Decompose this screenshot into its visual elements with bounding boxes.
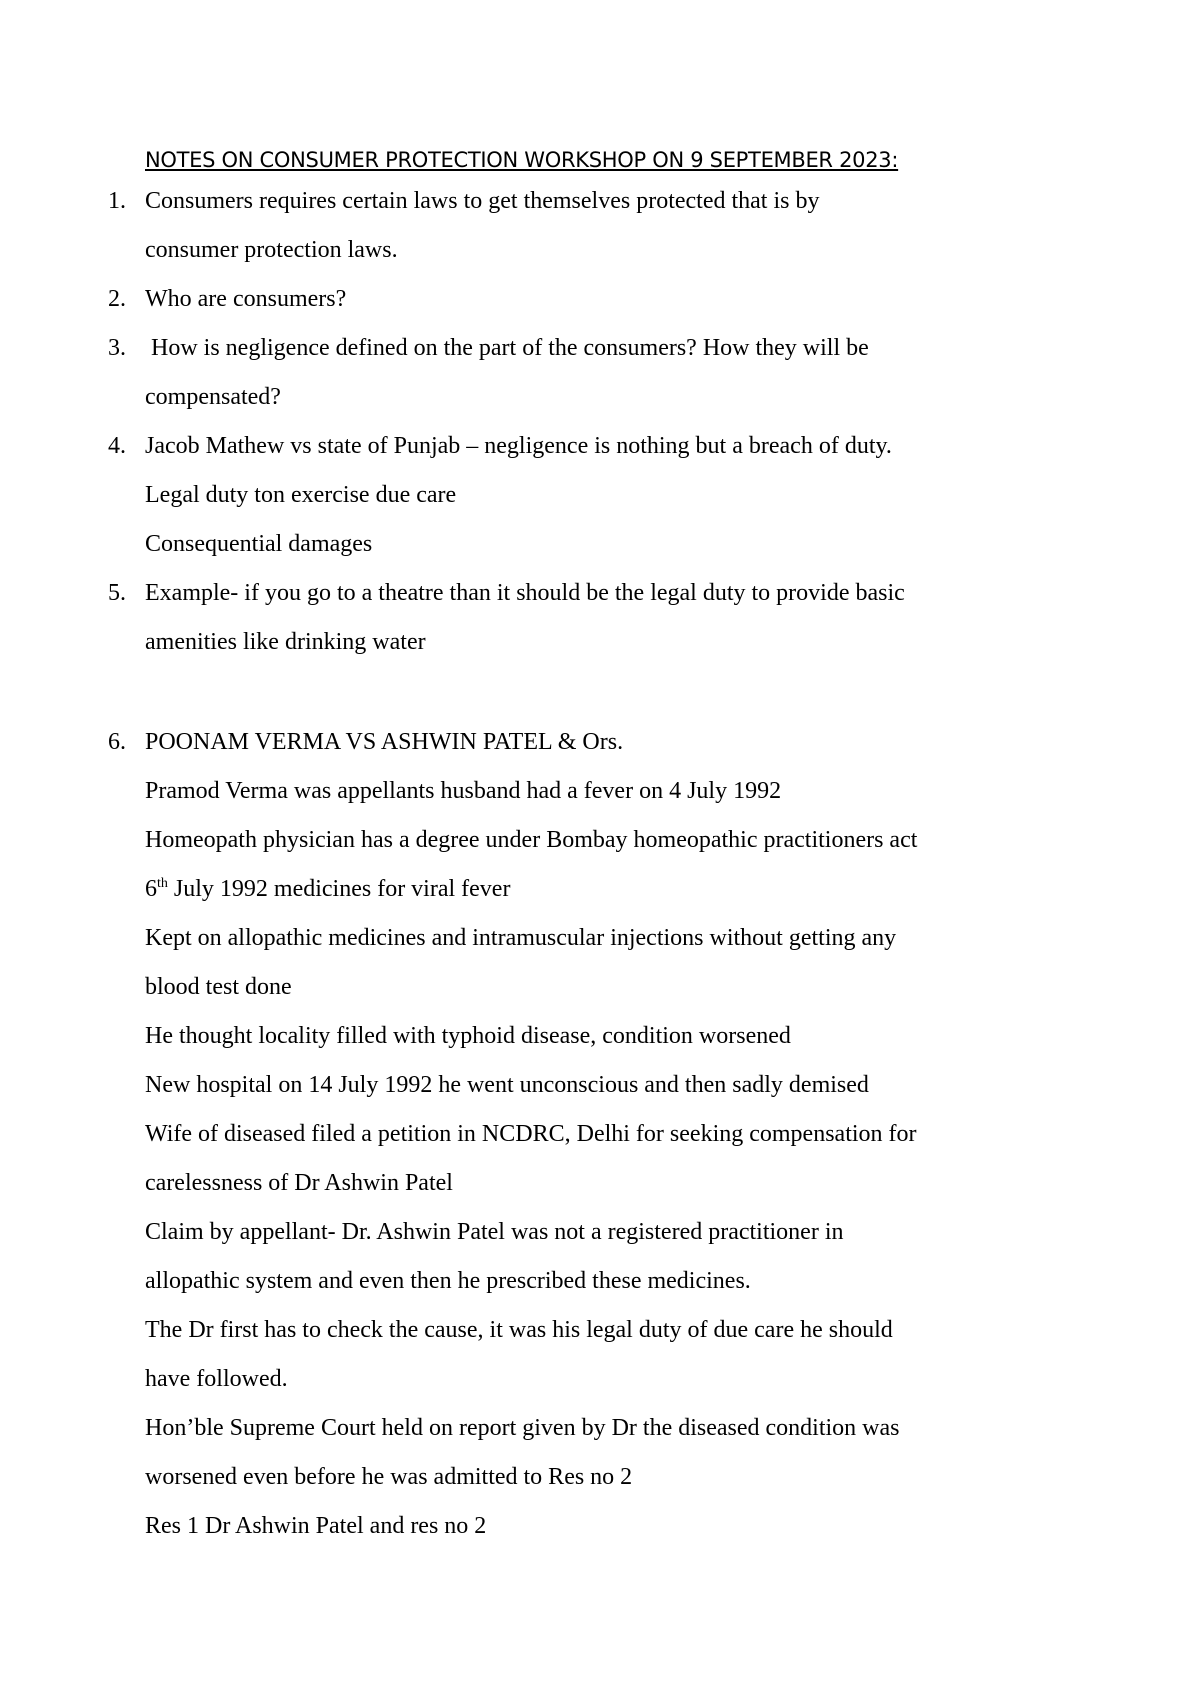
list-number: 1. bbox=[108, 188, 126, 214]
list-item-line: amenities like drinking water bbox=[145, 629, 426, 655]
list-number: 6. bbox=[108, 729, 126, 755]
list-number: 4. bbox=[108, 433, 126, 459]
line-rest: July 1992 medicines for viral fever bbox=[167, 876, 511, 902]
document-title: NOTES ON CONSUMER PROTECTION WORKSHOP ON 9 SEPTEMBER 2023: bbox=[145, 148, 899, 172]
list-item-line: He thought locality filled with typhoid disease, condition worsened bbox=[145, 1023, 791, 1049]
list-item-line: carelessness of Dr Ashwin Patel bbox=[145, 1170, 453, 1196]
list-item-line: Consequential damages bbox=[145, 531, 373, 557]
list-item-line: compensated? bbox=[145, 384, 281, 410]
list-item-line: Jacob Mathew vs state of Punjab – negligence is nothing but a breach of duty. bbox=[145, 433, 892, 459]
list-item-line: Res 1 Dr Ashwin Patel and res no 2 bbox=[145, 1513, 487, 1539]
list-item-line: How is negligence defined on the part of the consumers? How they will be bbox=[145, 335, 869, 361]
list-number: 3. bbox=[108, 335, 126, 361]
list-item-line: blood test done bbox=[145, 974, 292, 1000]
list-item-line: Consumers requires certain laws to get themselves protected that is by bbox=[145, 188, 820, 214]
list-item-line: Kept on allopathic medicines and intramuscular injections without getting any bbox=[145, 925, 897, 951]
ordinal-suffix: th bbox=[157, 876, 168, 891]
list-item-line: allopathic system and even then he prescribed these medicines. bbox=[145, 1268, 751, 1294]
list-item-line: The Dr first has to check the cause, it was his legal duty of due care he should bbox=[145, 1317, 893, 1343]
list-item-line: Hon’ble Supreme Court held on report given by Dr the diseased condition was bbox=[145, 1415, 900, 1441]
list-item-line: Example- if you go to a theatre than it should be the legal duty to provide basic bbox=[145, 580, 905, 606]
list-item-line: Claim by appellant- Dr. Ashwin Patel was not a registered practitioner in bbox=[145, 1219, 844, 1245]
list-item-line: worsened even before he was admitted to Res no 2 bbox=[145, 1464, 633, 1490]
list-number: 2. bbox=[108, 286, 126, 312]
list-item-line: have followed. bbox=[145, 1366, 288, 1392]
ordinal-number: 6 bbox=[145, 876, 157, 902]
list-item-line: consumer protection laws. bbox=[145, 237, 398, 263]
list-item-line: Wife of diseased filed a petition in NCDRC, Delhi for seeking compensation for bbox=[145, 1121, 917, 1147]
list-item-line: POONAM VERMA VS ASHWIN PATEL & Ors. bbox=[145, 729, 624, 755]
list-number: 5. bbox=[108, 580, 126, 606]
list-item-line-superscript bbox=[145, 874, 510, 904]
list-item-line: Pramod Verma was appellants husband had a fever on 4 July 1992 bbox=[145, 778, 782, 804]
list-item-line: Homeopath physician has a degree under Bombay homeopathic practitioners act bbox=[145, 827, 918, 853]
list-item-line: Legal duty ton exercise due care bbox=[145, 482, 457, 508]
list-item-line: New hospital on 14 July 1992 he went unconscious and then sadly demised bbox=[145, 1072, 869, 1098]
list-item-line: Who are consumers? bbox=[145, 286, 347, 312]
